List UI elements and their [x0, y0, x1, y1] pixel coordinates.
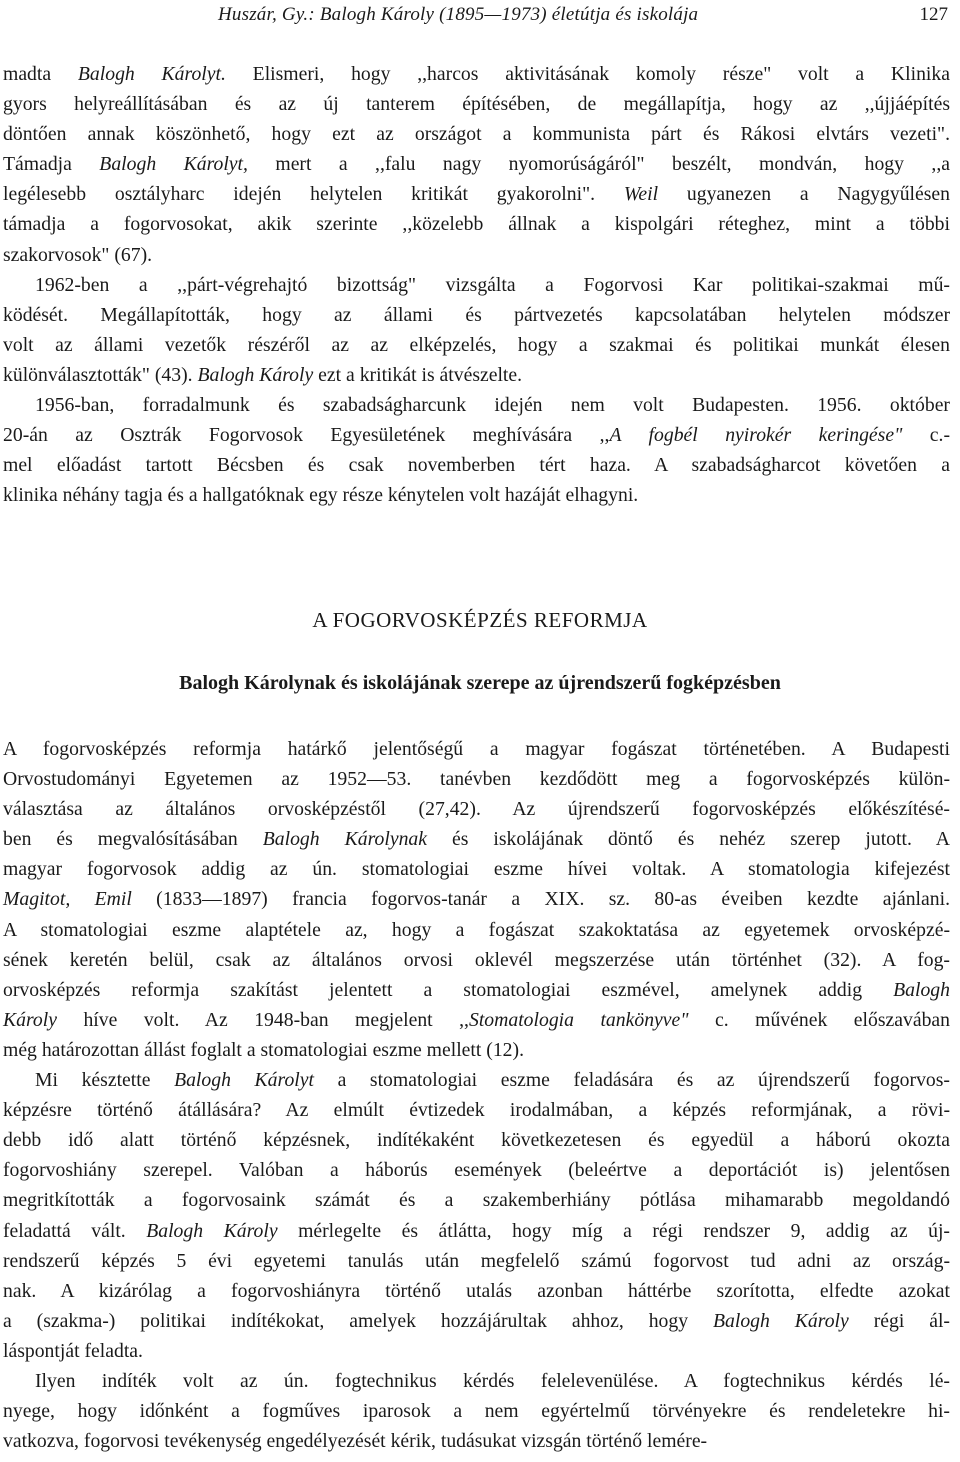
- text-run: mert a ,,falu nagy nyomorúságáról" beszélt, mondván, hogy ,,a: [247, 153, 950, 176]
- text-line: [3, 854, 950, 884]
- paragraph: [3, 734, 950, 1065]
- running-head: [0, 0, 960, 40]
- text-line: [3, 945, 950, 975]
- text-run: sének keretén belül, csak az általános orvosi oklevél megszerzése után történhet (32). A fog-: [3, 948, 950, 971]
- text-run: debb idő alatt történő képzésnek, indítékaként következetesen és egyedül a háború okozta: [3, 1129, 950, 1152]
- paragraph: [3, 1065, 950, 1366]
- text-block-bottom: [3, 734, 950, 1456]
- text-run: madta: [3, 63, 78, 85]
- text-line: [3, 179, 950, 209]
- text-line: [3, 119, 950, 149]
- italic-text: Balogh Károlyt,: [99, 153, 248, 176]
- text-line: [3, 270, 950, 300]
- text-line: [3, 1396, 950, 1426]
- italic-text: Balogh Károly: [197, 363, 314, 386]
- text-line: [3, 450, 950, 480]
- text-run: Mi késztette: [35, 1069, 175, 1092]
- text-run: 1962-ben a ,,párt-végrehajtó bizottság" vizsgálta a Fogorvosi Kar politikai-szakmai mű-: [35, 273, 950, 296]
- page-number: 127: [919, 4, 948, 25]
- text-run: c.-: [902, 424, 951, 447]
- text-line: [3, 89, 950, 119]
- text-run: Ilyen indíték volt az ún. fogtechnikus kérdés felelevenülése. A fogtechnikus kérdés lé-: [35, 1369, 950, 1392]
- text-run: és iskolájának döntő és nehéz szerep jutott. A: [427, 828, 950, 851]
- text-run: láspontját feladta.: [3, 1339, 143, 1362]
- text-run: klinika néhány tagja és a hallgatóknak egy része kénytelen volt hazáját elhagyni.: [3, 484, 639, 507]
- text-run: mérlegelte és átlátta, hogy míg a régi rendszer 9, addig az új-: [277, 1219, 950, 1242]
- italic-text: A fogbél nyirokér keringése": [609, 424, 903, 447]
- text-line: [3, 1366, 950, 1396]
- italic-text: Balogh: [893, 978, 950, 1001]
- text-line: [3, 1216, 950, 1246]
- text-run: nak. A kizárólag a fogorvoshiányra történő utalás azonban háttérbe szorította, elfedte azokat: [3, 1279, 950, 1302]
- text-line: [3, 209, 950, 239]
- text-line: [3, 1306, 950, 1336]
- text-run: ugyanezen a Nagygyűlésen: [658, 183, 950, 206]
- text-run: rendszerű képzés 5 évi egyetemi tanulás után megfelelő számú fogorvost tud adni az ország-: [3, 1249, 950, 1272]
- section-subtitle: Balogh Károlynak és iskolájának szerepe az újrendszerű fogképzésben: [179, 672, 781, 694]
- text-run: döntően annak köszönhető, hogy ezt az országot a kommunista párt és Rákosi elvtárs vezeti".: [3, 123, 950, 146]
- italic-text: Balogh Károlynak: [262, 828, 427, 851]
- text-line: [3, 975, 950, 1005]
- text-run: választása az általános orvosképzéstől (27,42). Az újrendszerű fogorvosképzés előkészítésé-: [3, 798, 950, 821]
- text-run: Orvostudományi Egyetemen az 1952—53. tanévben kezdődött meg a fogorvosképzés külön-: [3, 768, 950, 791]
- text-run: A fogorvosképzés reformja határkő jelentőségű a magyar fogászat történetében. A Budapesti: [3, 738, 950, 760]
- text-run: a (szakma-) politikai indítékokat, amelyek hozzájárultak ahhoz, hogy: [3, 1309, 713, 1332]
- text-run: ben és megvalósításában: [3, 828, 263, 851]
- italic-text: Károly: [3, 1008, 57, 1031]
- text-line: [3, 300, 950, 330]
- text-run: A stomatologiai eszme alaptétele az, hogy a fogászat szakoktatása az egyetemek orvosképzé-: [3, 918, 950, 941]
- text-run: legélesebb osztályharc idején helytelen kritikát gyakorolni".: [3, 183, 624, 206]
- text-line: [3, 1426, 950, 1456]
- italic-text: Balogh Károly: [146, 1219, 278, 1242]
- italic-text: Balogh Károly: [713, 1309, 849, 1332]
- paragraph: [3, 59, 950, 270]
- italic-text: Stomatologia tankönyve": [468, 1008, 689, 1031]
- text-run: (1833—1897) francia fogorvos-tanár a XIX. sz. 80-as éveiben kezdte ajánlani.: [131, 888, 950, 911]
- text-line: [3, 1005, 950, 1035]
- text-run: Támadja: [3, 153, 100, 176]
- text-run: fogorvoshiány szerepel. Valóban a háborús események (beleértve a deportációt is) jelentősen: [3, 1159, 950, 1182]
- text-line: [3, 794, 950, 824]
- text-line: [3, 420, 950, 450]
- text-line: [3, 1065, 950, 1095]
- text-line: [3, 1185, 950, 1215]
- text-line: [3, 824, 950, 854]
- text-line: [3, 330, 950, 360]
- text-run: a stomatologiai eszme feladására és az újrendszerű fogorvos-: [313, 1069, 950, 1092]
- text-block-top: [3, 59, 950, 510]
- text-run: híve volt. Az 1948-ban megjelent ,,: [56, 1008, 469, 1031]
- text-line: [3, 884, 950, 914]
- text-run: ködését. Megállapították, hogy az állami és pártvezetés kapcsolatában helytelen módszer: [3, 303, 950, 326]
- text-run: 20-án az Osztrák Fogorvosok Egyesületének meghívására ,,: [3, 424, 610, 447]
- text-run: különválasztották" (43).: [3, 363, 198, 386]
- text-line: [3, 1095, 950, 1125]
- text-run: megritkították a fogorvosaink számát és a szakemberhiány pótlása mihamarabb megoldandó: [3, 1189, 950, 1212]
- text-line: [3, 1276, 950, 1306]
- text-run: támadja a fogorvosokat, akik szerinte ,,közelebb állnak a kispolgári réteghez, mint a többi: [3, 213, 950, 236]
- italic-text: Balogh Károlyt: [174, 1069, 314, 1092]
- text-line: [3, 59, 950, 89]
- text-run: nyege, hogy időnként a fogműves iparosok a nem egyértelmű törvényekre és rendeletekre hi-: [3, 1400, 950, 1423]
- text-line: [3, 915, 950, 945]
- text-line: [3, 149, 950, 179]
- text-line: [3, 1336, 950, 1366]
- text-run: magyar fogorvosok addig az ún. stomatologiai eszme hívei voltak. A stomatologia kifejezést: [3, 858, 950, 881]
- running-title: Huszár, Gy.: Balogh Károly (1895—1973) életútja és iskolája: [218, 4, 699, 25]
- text-line: [3, 764, 950, 794]
- text-line: [3, 1035, 950, 1065]
- text-run: volt az állami vezetők részéről az az elképzelés, hogy a szakmai és politikai munkát élesen: [3, 333, 950, 356]
- paragraph: [3, 1366, 950, 1456]
- text-run: feladattá vált.: [3, 1219, 147, 1242]
- text-run: mel előadást tartott Bécsben és csak novemberben tért haza. A szabadságharcot követően a: [3, 454, 950, 477]
- text-run: szakorvosok" (67).: [3, 243, 153, 266]
- text-line: [3, 390, 950, 420]
- section-title: A FOGORVOSKÉPZÉS REFORMJA: [312, 608, 648, 632]
- italic-text: Balogh Károlyt.: [77, 63, 226, 85]
- text-line: [3, 1155, 950, 1185]
- italic-text: Magitot, Emil: [3, 888, 132, 911]
- text-run: Elismeri, hogy ,,harcos aktivitásának komoly része" volt a Klinika: [225, 63, 950, 85]
- paragraph: [3, 270, 950, 390]
- paragraph: [3, 390, 950, 510]
- text-run: régi ál-: [848, 1309, 950, 1332]
- text-run: képzésre történő átállására? Az elmúlt évtizedek irodalmában, a képzés reformjának, a rövi-: [3, 1099, 950, 1122]
- text-line: [3, 1125, 950, 1155]
- text-line: [3, 360, 950, 390]
- text-run: gyors helyreállításában és az új tanterem építésében, de megállapítja, hogy az ,,újjáépítés: [3, 93, 950, 116]
- text-line: [3, 480, 950, 510]
- text-line: [3, 240, 950, 270]
- text-run: még határozottan állást foglalt a stomatologiai eszme mellett (12).: [3, 1038, 524, 1061]
- text-run: 1956-ban, forradalmunk és szabadságharcunk idején nem volt Budapesten. 1956. október: [35, 394, 950, 417]
- text-run: c. művének előszavában: [688, 1008, 950, 1031]
- text-line: [3, 1246, 950, 1276]
- text-line: [3, 734, 950, 764]
- text-run: vatkozva, fogorvosi tevékenység engedélyezését kérik, tudásukat vizsgán történő lemére-: [3, 1430, 708, 1453]
- text-run: ezt a kritikát is átvészelte.: [313, 363, 523, 386]
- text-run: orvosképzés reformja szakítást jelentett a stomatologiai eszmével, amelynek addig: [3, 978, 894, 1001]
- italic-text: Weil: [623, 183, 659, 206]
